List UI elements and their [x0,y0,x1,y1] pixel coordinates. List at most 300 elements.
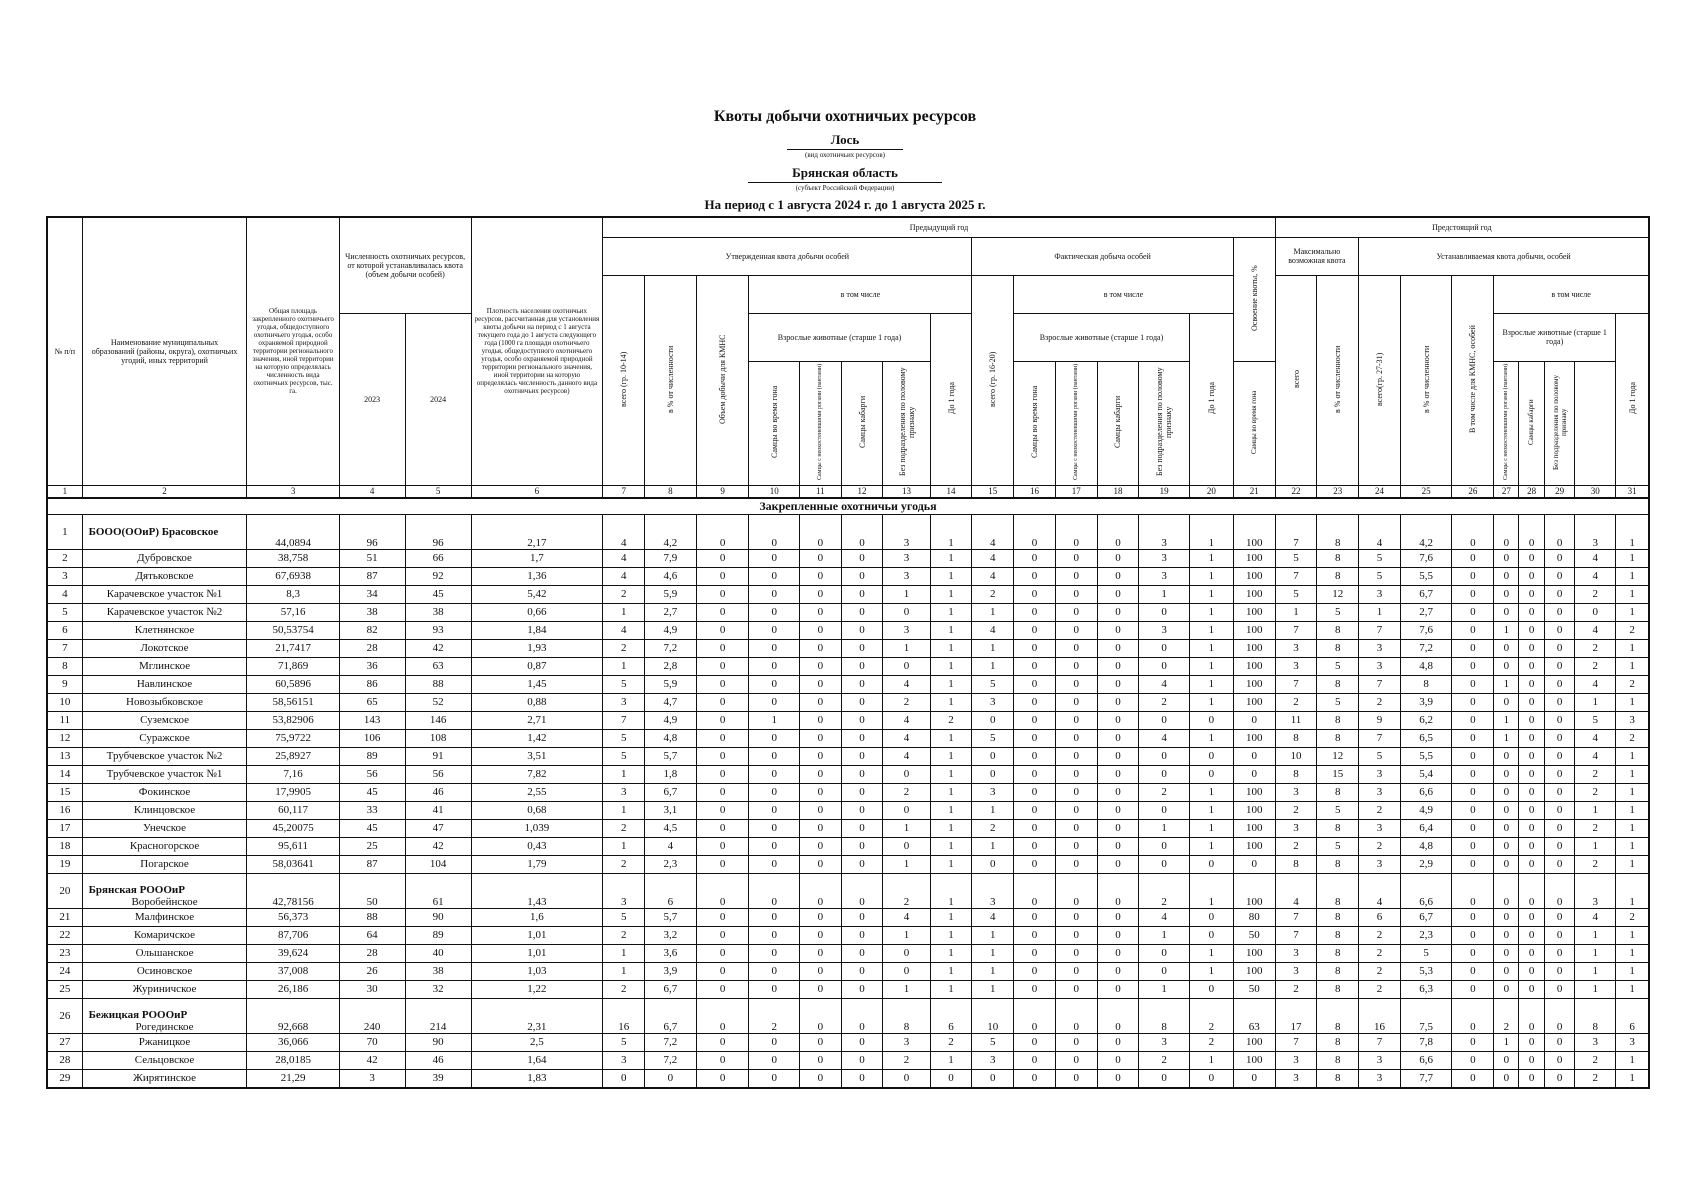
column-number: 19 [1139,485,1190,498]
hunting-ground-name: Осиновское [82,962,247,980]
cell-col-20: 1 [1189,514,1233,549]
cell-col-29: 0 [1544,980,1575,998]
header-adults-c: Взрослые животные (старше 1 года) [1494,313,1616,361]
cell-col-29: 0 [1544,549,1575,567]
cell-col-28: 0 [1519,801,1544,819]
cell-col-9: 0 [696,1069,749,1088]
cell-col-29: 0 [1544,711,1575,729]
cell-col-28: 0 [1519,819,1544,837]
cell-col-17: 0 [1055,1033,1097,1051]
cell-col-22: 7 [1275,675,1317,693]
cell-col-21: 100 [1233,873,1275,908]
cell-col-14: 1 [930,980,972,998]
table-row [47,747,1649,765]
cell-col-6: 2,71 [471,711,603,729]
group-name: Брянская РОООиР [88,883,185,896]
cell-col-3: 26,186 [247,980,339,998]
cell-col-30: 3 [1575,1033,1616,1051]
cell-col-12: 0 [841,1051,883,1069]
table-row [47,621,1649,639]
row-number: 24 [47,962,82,980]
cell-col-4: 87 [339,567,405,585]
cell-col-13: 2 [883,693,930,711]
cell-col-30: 1 [1575,980,1616,998]
cell-col-6: 0,87 [471,657,603,675]
cell-col-25: 2,9 [1400,855,1452,873]
column-number: 23 [1317,485,1359,498]
cell-col-15: 3 [972,783,1014,801]
cell-col-12: 0 [841,783,883,801]
h-young14: До 1 года [930,313,972,485]
cell-col-9: 0 [696,873,749,908]
cell-col-11: 0 [799,819,841,837]
cell-col-14: 1 [930,567,972,585]
hunting-ground-name: Суземское [82,711,247,729]
cell-col-27: 0 [1494,801,1519,819]
cell-col-29: 0 [1544,926,1575,944]
cell-col-31: 1 [1616,1051,1649,1069]
row-number: 27 [47,1033,82,1051]
cell-col-28: 0 [1519,693,1544,711]
cell-col-28: 0 [1519,1069,1544,1088]
cell-col-30: 3 [1575,873,1616,908]
cell-col-17: 0 [1055,980,1097,998]
cell-col-6: 3,51 [471,747,603,765]
h-nosex13: Без подразделения по половому признаку [883,361,930,485]
cell-col-21: 100 [1233,729,1275,747]
cell-col-8: 5,9 [645,675,697,693]
cell-col-11: 0 [799,980,841,998]
cell-col-21: 0 [1233,747,1275,765]
cell-col-6: 7,82 [471,765,603,783]
cell-col-13: 0 [883,837,930,855]
cell-col-22: 3 [1275,962,1317,980]
cell-col-22: 7 [1275,926,1317,944]
cell-col-8: 5,7 [645,747,697,765]
cell-col-9: 0 [696,944,749,962]
row-number: 19 [47,855,82,873]
cell-col-29: 0 [1544,819,1575,837]
cell-col-31: 1 [1616,514,1649,549]
cell-col-22: 3 [1275,657,1317,675]
cell-col-27: 0 [1494,765,1519,783]
cell-col-21: 100 [1233,585,1275,603]
cell-col-7: 3 [603,873,645,908]
column-number: 30 [1575,485,1616,498]
table-row [47,1033,1649,1051]
cell-col-4: 38 [339,603,405,621]
cell-col-17: 0 [1055,675,1097,693]
cell-col-6: 0,88 [471,693,603,711]
cell-col-30: 8 [1575,998,1616,1033]
cell-col-5: 90 [405,1033,471,1051]
cell-col-24: 5 [1359,747,1401,765]
cell-col-14: 1 [930,693,972,711]
cell-col-19: 1 [1139,980,1190,998]
cell-col-21: 100 [1233,514,1275,549]
row-number: 29 [47,1069,82,1088]
cell-col-3: 87,706 [247,926,339,944]
cell-col-18: 0 [1097,765,1139,783]
cell-col-11: 0 [799,1051,841,1069]
cell-col-17: 0 [1055,693,1097,711]
cell-col-4: 143 [339,711,405,729]
cell-col-21: 100 [1233,693,1275,711]
cell-col-24: 3 [1359,765,1401,783]
cell-col-8: 7,9 [645,549,697,567]
cell-col-7: 4 [603,514,645,549]
cell-col-16: 0 [1014,567,1056,585]
cell-col-29: 0 [1544,585,1575,603]
cell-col-12: 0 [841,998,883,1033]
cell-col-25: 2,3 [1400,926,1452,944]
cell-col-9: 0 [696,693,749,711]
hunting-ground-name: Новозыбковское [82,693,247,711]
header-max-quota: Максимально возможная квота [1275,237,1358,275]
cell-col-16: 0 [1014,621,1056,639]
cell-col-9: 0 [696,926,749,944]
cell-col-10: 0 [749,729,800,747]
cell-col-19: 3 [1139,1033,1190,1051]
cell-col-9: 0 [696,998,749,1033]
cell-col-27: 0 [1494,585,1519,603]
cell-col-25: 2,7 [1400,603,1452,621]
cell-col-18: 0 [1097,693,1139,711]
table-row [47,944,1649,962]
cell-col-15: 5 [972,729,1014,747]
cell-col-31: 3 [1616,711,1649,729]
header-mastered: Освоение квоты, % [1249,264,1259,331]
cell-col-3: 58,56151 [247,693,339,711]
header-density: Плотность населения охотничьих ресурсов, рассчитанная для установления квоты добычи на период с 1 августа текущего года до 1 августа следующего года (1000 га площади охотничьего угодья, общедоступного охотничьего угодья, особо охраняемой природной территории регионального значения, иной территории на которую определялась численность данного вида охотничьих ресурсов) [471,217,603,485]
cell-col-4: 51 [339,549,405,567]
cell-col-20: 0 [1189,1069,1233,1088]
cell-col-18: 0 [1097,801,1139,819]
cell-col-28: 0 [1519,711,1544,729]
cell-col-30: 4 [1575,675,1616,693]
header-incl-c: в том числе [1494,275,1649,313]
row-number: 28 [47,1051,82,1069]
cell-col-29: 0 [1544,621,1575,639]
cell-col-8: 7,2 [645,1033,697,1051]
ground-name: Рогединское [135,1020,194,1033]
hunting-ground-name: Погарское [82,855,247,873]
cell-col-30: 1 [1575,801,1616,819]
cell-col-4: 33 [339,801,405,819]
cell-col-6: 5,42 [471,585,603,603]
header-year-2023: 2023 [339,313,405,485]
cell-col-15: 0 [972,765,1014,783]
cell-col-24: 3 [1359,783,1401,801]
hunting-ground-name: Комаричское [82,926,247,944]
hunting-ground-name: Ржаницкое [82,1033,247,1051]
cell-col-24: 7 [1359,1033,1401,1051]
cell-col-15: 1 [972,962,1014,980]
cell-col-14: 1 [930,783,972,801]
cell-col-29: 0 [1544,944,1575,962]
row-number: 26 [47,998,82,1033]
cell-col-20: 1 [1189,585,1233,603]
cell-col-16: 0 [1014,747,1056,765]
cell-col-12: 0 [841,567,883,585]
row-number: 20 [47,873,82,908]
hunting-ground-name: Мглинское [82,657,247,675]
cell-col-28: 0 [1519,657,1544,675]
row-number: 10 [47,693,82,711]
table-row [47,1051,1649,1069]
cell-col-29: 0 [1544,657,1575,675]
cell-col-11: 0 [799,747,841,765]
cell-col-3: 21,7417 [247,639,339,657]
h-pant17: Самцы с неокостеневшими рогами (пантами) [1055,361,1097,485]
cell-col-25: 5,5 [1400,747,1452,765]
h-pct23: в % от численности [1317,275,1359,485]
cell-col-28: 0 [1519,783,1544,801]
cell-col-15: 3 [972,693,1014,711]
cell-col-11: 0 [799,693,841,711]
cell-col-4: 26 [339,962,405,980]
row-number: 13 [47,747,82,765]
cell-col-12: 0 [841,980,883,998]
cell-col-27: 0 [1494,1051,1519,1069]
cell-col-23: 15 [1317,765,1359,783]
cell-col-28: 0 [1519,549,1544,567]
cell-col-11: 0 [799,962,841,980]
cell-col-18: 0 [1097,729,1139,747]
cell-col-5: 45 [405,585,471,603]
cell-col-7: 1 [603,765,645,783]
cell-col-27: 0 [1494,908,1519,926]
cell-col-24: 2 [1359,962,1401,980]
cell-col-3: 39,624 [247,944,339,962]
cell-col-16: 0 [1014,729,1056,747]
cell-col-21: 100 [1233,837,1275,855]
cell-col-19: 2 [1139,783,1190,801]
cell-col-17: 0 [1055,926,1097,944]
cell-col-30: 4 [1575,549,1616,567]
table-row [47,873,1649,908]
cell-col-10: 0 [749,908,800,926]
hunting-ground-name: Сельцовское [82,1051,247,1069]
cell-col-19: 0 [1139,837,1190,855]
cell-col-6: 1,03 [471,962,603,980]
hunting-ground-name [82,873,247,908]
cell-col-17: 0 [1055,998,1097,1033]
cell-col-27: 0 [1494,873,1519,908]
cell-col-28: 0 [1519,855,1544,873]
cell-col-30: 2 [1575,819,1616,837]
cell-col-31: 1 [1616,801,1649,819]
cell-col-16: 0 [1014,837,1056,855]
cell-col-11: 0 [799,944,841,962]
cell-col-20: 1 [1189,837,1233,855]
cell-col-12: 0 [841,621,883,639]
cell-col-3: 42,78156 [247,873,339,908]
hunting-ground-name: Карачевское участок №2 [82,603,247,621]
cell-col-14: 1 [930,944,972,962]
cell-col-15: 0 [972,711,1014,729]
h-total7: всего (гр. 10-14) [603,275,645,485]
header-actual: Фактическая добыча особей [972,237,1233,275]
cell-col-18: 0 [1097,926,1139,944]
cell-col-19: 2 [1139,873,1190,908]
cell-col-12: 0 [841,873,883,908]
cell-col-19: 4 [1139,675,1190,693]
hunting-ground-name: Клетнянское [82,621,247,639]
column-number: 29 [1544,485,1575,498]
cell-col-5: 90 [405,908,471,926]
cell-col-7: 3 [603,1051,645,1069]
cell-col-17: 0 [1055,908,1097,926]
cell-col-16: 0 [1014,980,1056,998]
cell-col-18: 0 [1097,747,1139,765]
cell-col-6: 0,43 [471,837,603,855]
cell-col-3: 45,20075 [247,819,339,837]
cell-col-23: 8 [1317,621,1359,639]
cell-col-25: 7,6 [1400,621,1452,639]
cell-col-23: 12 [1317,747,1359,765]
cell-col-8: 2,3 [645,855,697,873]
cell-col-12: 0 [841,1033,883,1051]
column-number: 11 [799,485,841,498]
cell-col-28: 0 [1519,962,1544,980]
cell-col-5: 89 [405,926,471,944]
cell-col-28: 0 [1519,1033,1544,1051]
cell-col-20: 1 [1189,944,1233,962]
cell-col-24: 2 [1359,980,1401,998]
cell-col-31: 1 [1616,962,1649,980]
hunting-ground-name: Дятьковское [82,567,247,585]
cell-col-10: 1 [749,711,800,729]
cell-col-4: 82 [339,621,405,639]
cell-col-15: 2 [972,819,1014,837]
cell-col-3: 36,066 [247,1033,339,1051]
cell-col-12: 0 [841,819,883,837]
hunting-ground-name: Локотское [82,639,247,657]
h-total24: всего(гр. 27-31) [1359,275,1401,485]
cell-col-7: 5 [603,1033,645,1051]
cell-col-10: 0 [749,693,800,711]
cell-col-4: 34 [339,585,405,603]
cell-col-23: 8 [1317,873,1359,908]
cell-col-27: 0 [1494,549,1519,567]
cell-col-5: 42 [405,639,471,657]
column-number: 26 [1452,485,1494,498]
cell-col-9: 0 [696,621,749,639]
cell-col-4: 36 [339,657,405,675]
cell-col-24: 1 [1359,603,1401,621]
cell-col-12: 0 [841,747,883,765]
cell-col-14: 1 [930,837,972,855]
cell-col-25: 5,4 [1400,765,1452,783]
hunting-ground-name: Ольшанское [82,944,247,962]
table-row [47,855,1649,873]
cell-col-20: 0 [1189,926,1233,944]
h-nosex30: Без подразделения по половому признаку [1544,361,1575,485]
cell-col-20: 0 [1189,747,1233,765]
cell-col-4: 28 [339,944,405,962]
cell-col-25: 8 [1400,675,1452,693]
cell-col-7: 7 [603,711,645,729]
cell-col-10: 0 [749,747,800,765]
cell-col-17: 0 [1055,962,1097,980]
cell-col-17: 0 [1055,873,1097,908]
cell-col-25: 6,4 [1400,819,1452,837]
cell-col-14: 1 [930,1051,972,1069]
cell-col-27: 1 [1494,1033,1519,1051]
cell-col-27: 2 [1494,998,1519,1033]
cell-col-21: 100 [1233,1033,1275,1051]
cell-col-27: 1 [1494,729,1519,747]
cell-col-4: 50 [339,873,405,908]
cell-col-30: 1 [1575,837,1616,855]
cell-col-16: 0 [1014,783,1056,801]
cell-col-15: 1 [972,837,1014,855]
cell-col-24: 3 [1359,1051,1401,1069]
cell-col-20: 1 [1189,657,1233,675]
cell-col-10: 0 [749,980,800,998]
cell-col-27: 1 [1494,621,1519,639]
cell-col-22: 8 [1275,855,1317,873]
cell-col-19: 1 [1139,819,1190,837]
header-incl-a: в том числе [749,275,972,313]
cell-col-28: 0 [1519,621,1544,639]
cell-col-3: 57,16 [247,603,339,621]
cell-col-23: 5 [1317,801,1359,819]
cell-col-14: 0 [930,1069,972,1088]
cell-col-18: 0 [1097,998,1139,1033]
cell-col-28: 0 [1519,729,1544,747]
cell-col-19: 0 [1139,603,1190,621]
cell-col-5: 41 [405,801,471,819]
cell-col-7: 3 [603,693,645,711]
cell-col-18: 0 [1097,855,1139,873]
cell-col-10: 0 [749,765,800,783]
cell-col-20: 0 [1189,765,1233,783]
cell-col-8: 4,9 [645,621,697,639]
cell-col-24: 16 [1359,998,1401,1033]
column-number: 28 [1519,485,1544,498]
cell-col-29: 0 [1544,603,1575,621]
cell-col-24: 5 [1359,549,1401,567]
cell-col-12: 0 [841,837,883,855]
cell-col-19: 0 [1139,765,1190,783]
header-next-year: Предстоящий год [1275,217,1649,237]
cell-col-10: 2 [749,998,800,1033]
row-number: 21 [47,908,82,926]
cell-col-17: 0 [1055,657,1097,675]
cell-col-30: 4 [1575,621,1616,639]
hunting-ground-name: Журиничское [82,980,247,998]
cell-col-5: 88 [405,675,471,693]
cell-col-17: 0 [1055,567,1097,585]
row-number: 8 [47,657,82,675]
cell-col-16: 0 [1014,1033,1056,1051]
column-number: 15 [972,485,1014,498]
cell-col-17: 0 [1055,1069,1097,1088]
column-number: 16 [1014,485,1056,498]
cell-col-30: 2 [1575,639,1616,657]
cell-col-3: 67,6938 [247,567,339,585]
cell-col-26: 0 [1452,980,1494,998]
cell-col-9: 0 [696,765,749,783]
cell-col-27: 1 [1494,711,1519,729]
cell-col-23: 12 [1317,585,1359,603]
cell-col-11: 0 [799,1033,841,1051]
cell-col-21: 50 [1233,926,1275,944]
cell-col-24: 7 [1359,675,1401,693]
cell-col-24: 3 [1359,585,1401,603]
